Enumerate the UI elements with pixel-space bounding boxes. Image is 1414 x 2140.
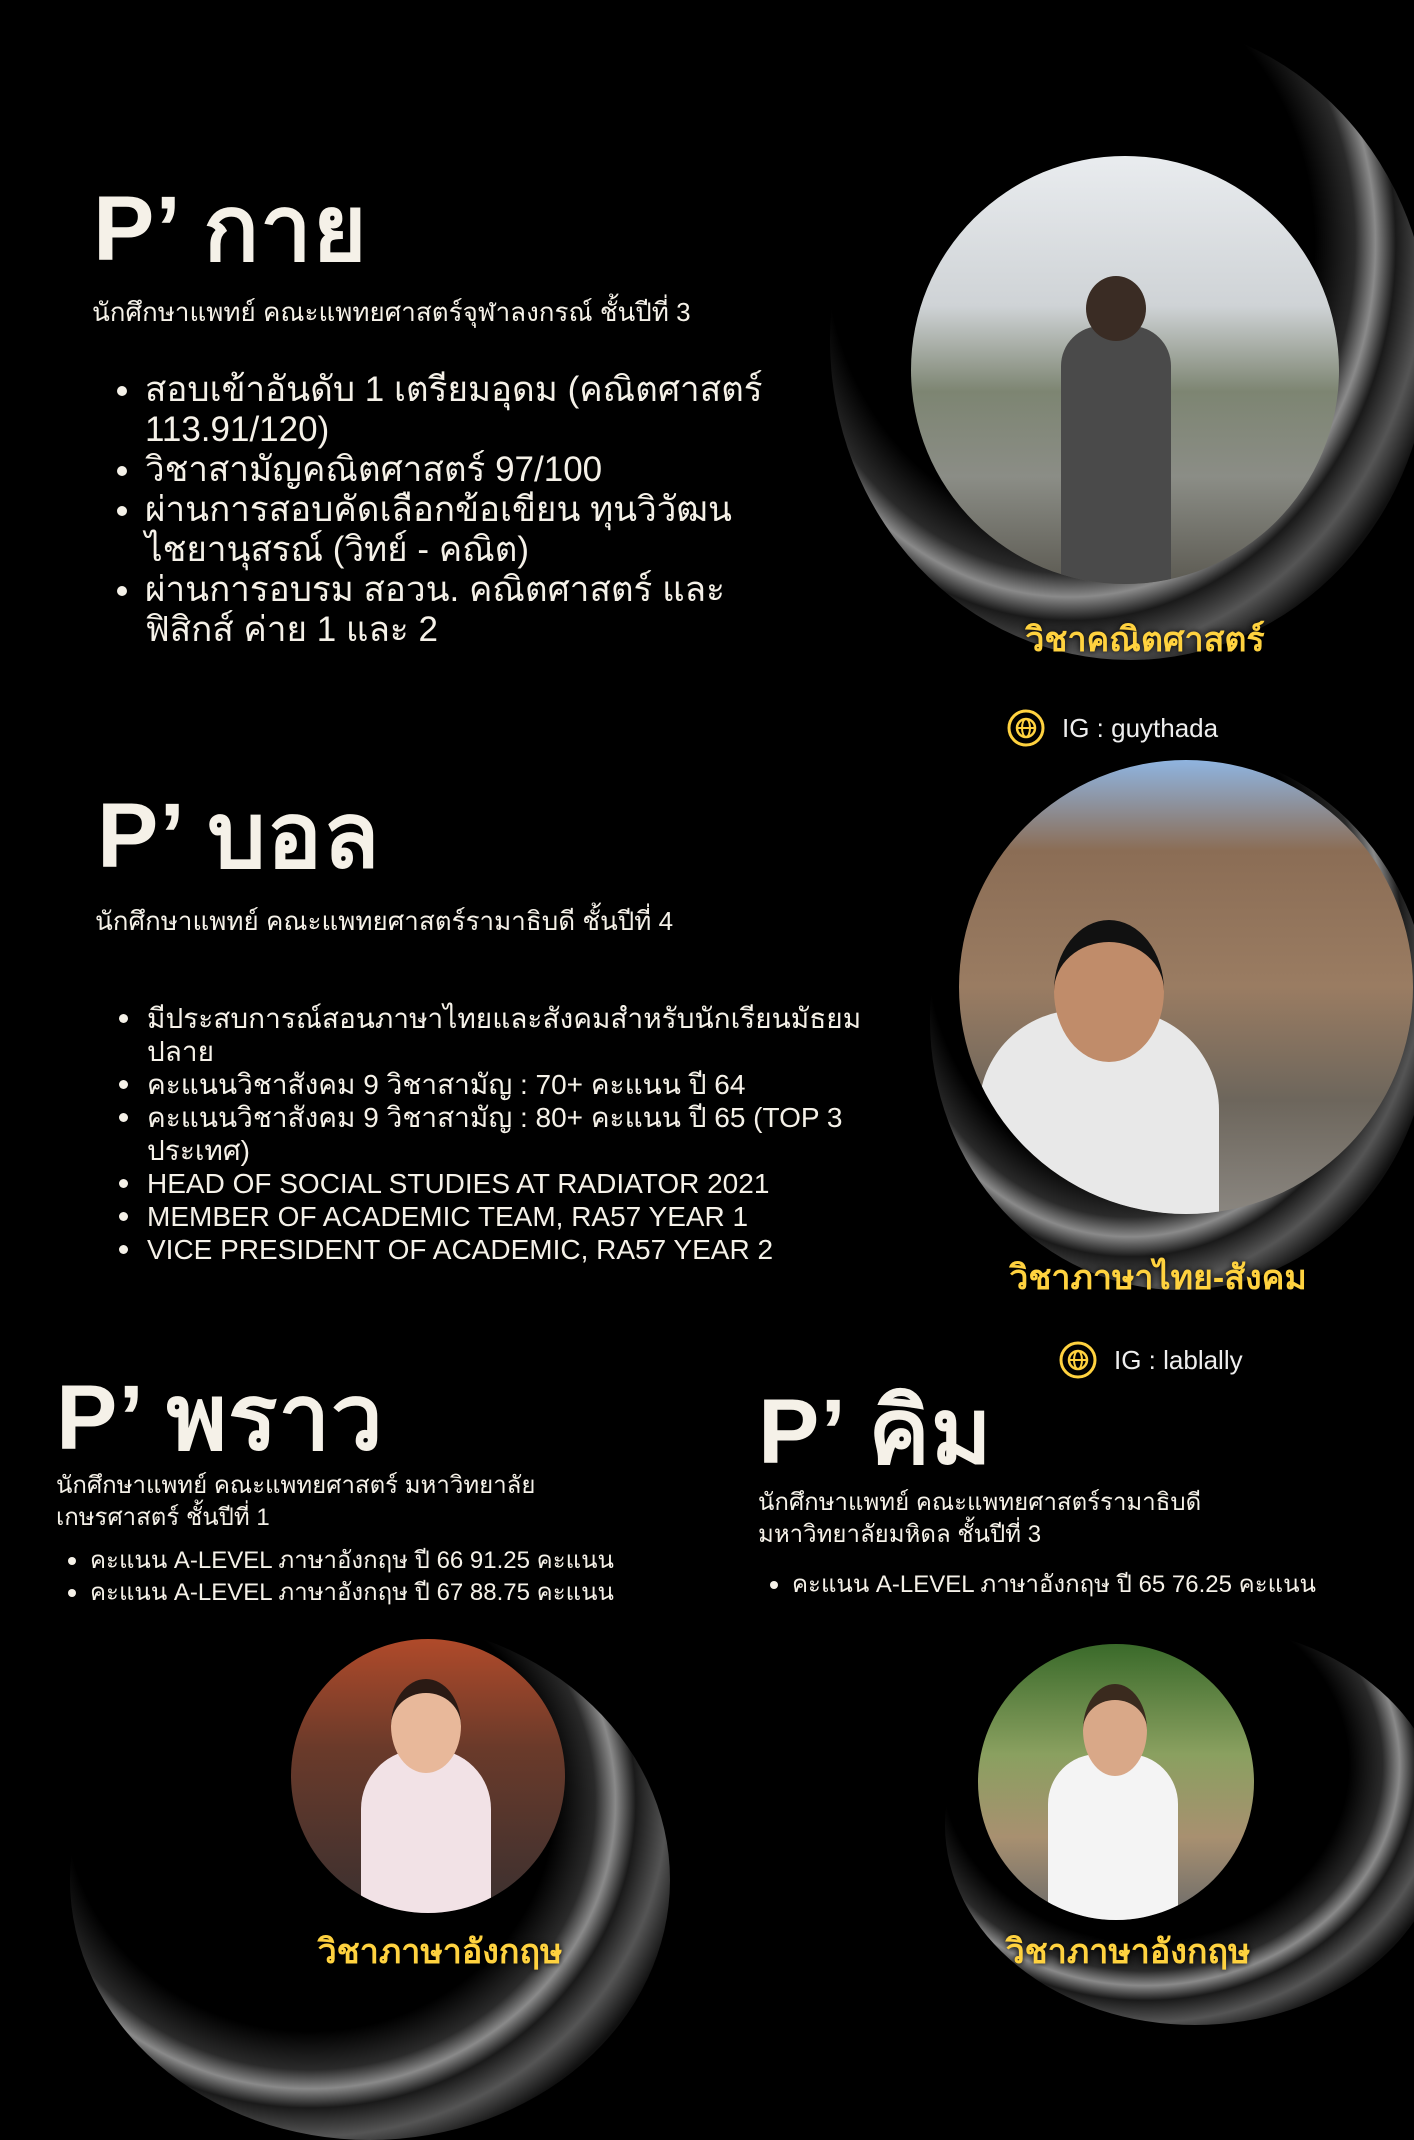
achievement-item: คะแนนวิชาสังคม 9 วิชาสามัญ : 80+ คะแนน ปี 65 (TOP 3 ประเทศ) <box>115 1101 875 1167</box>
ig-text: IG : guythada <box>1062 712 1219 743</box>
achievement-item: HEAD OF SOCIAL STUDIES AT RADIATOR 2021 <box>115 1167 875 1200</box>
tutor-photo-guy <box>911 156 1339 584</box>
tutor-description: นักศึกษาแพทย์ คณะแพทยศาสตร์จุฬาลงกรณ์ ชั้นปีที่ 3 <box>92 297 691 327</box>
person-silhouette <box>361 1749 491 1913</box>
achievement-item: มีประสบการณ์สอนภาษาไทยและสังคมสำหรับนักเรียนมัธยมปลาย <box>115 1002 875 1068</box>
globe-icon <box>1058 1340 1098 1380</box>
tutor-name: P’ บอล <box>97 785 381 887</box>
tutor-name: P’ กาย <box>93 178 368 280</box>
instagram-handle[interactable] <box>1058 1338 1251 1382</box>
person-head <box>1054 920 1164 1062</box>
achievement-list <box>113 370 803 650</box>
tutor-name: P’ พราว <box>56 1367 384 1469</box>
achievement-list <box>64 1545 614 1609</box>
achievement-item: คะแนน A-LEVEL ภาษาอังกฤษ ปี 65 76.25 คะแนน <box>766 1569 1316 1601</box>
person-head <box>1083 1684 1147 1776</box>
achievement-item: MEMBER OF ACADEMIC TEAM, RA57 YEAR 1 <box>115 1200 875 1233</box>
achievement-item: คะแนน A-LEVEL ภาษาอังกฤษ ปี 66 91.25 คะแนน <box>64 1545 614 1577</box>
instagram-handle[interactable] <box>1006 706 1226 750</box>
person-silhouette <box>1061 326 1171 584</box>
achievement-item: คะแนนวิชาสังคม 9 วิชาสามัญ : 70+ คะแนน ปี 64 <box>115 1068 875 1101</box>
tutor-description: นักศึกษาแพทย์ คณะแพทยศาสตร์รามาธิบดี ชั้นปีที่ 4 <box>95 906 674 936</box>
achievement-item: ผ่านการสอบคัดเลือกข้อเขียน ทุนวิวัฒนไชยานุสรณ์ (วิทย์ - คณิต) <box>113 490 803 570</box>
subject-label: วิชาคณิตศาสตร์ <box>1025 621 1265 659</box>
description-line: เกษรศาสตร์ ชั้นปีที่ 1 <box>56 1504 270 1531</box>
subject-label: วิชาภาษาไทย-สังคม <box>1009 1259 1307 1297</box>
tutor-name: P’ คิม <box>758 1381 993 1483</box>
achievement-list <box>766 1569 1316 1601</box>
achievement-item: คะแนน A-LEVEL ภาษาอังกฤษ ปี 67 88.75 คะแนน <box>64 1577 614 1609</box>
person-head <box>1086 276 1146 341</box>
description-line: นักศึกษาแพทย์ คณะแพทยศาสตร์รามาธิบดี <box>758 1489 1202 1516</box>
person-silhouette <box>1048 1754 1178 1920</box>
description-line: มหาวิทยาลัยมหิดล ชั้นปีที่ 3 <box>758 1521 1042 1548</box>
achievement-item: ผ่านการอบรม สอวน. คณิตศาสตร์ และฟิสิกส์ ค่าย 1 และ 2 <box>113 570 803 650</box>
tutor-description <box>56 1470 535 1534</box>
achievement-list <box>115 1002 875 1266</box>
tutor-description <box>758 1487 1201 1551</box>
achievement-item: VICE PRESIDENT OF ACADEMIC, RA57 YEAR 2 <box>115 1233 875 1266</box>
subject-label: วิชาภาษาอังกฤษ <box>317 1933 563 1971</box>
person-head <box>391 1679 461 1773</box>
subject-label: วิชาภาษาอังกฤษ <box>1005 1933 1251 1971</box>
tutor-photo-ball <box>959 760 1413 1214</box>
ig-text: IG : lablally <box>1114 1344 1243 1375</box>
description-line: นักศึกษาแพทย์ คณะแพทยศาสตร์ มหาวิทยาลัย <box>56 1472 536 1499</box>
tutor-photo-kim <box>978 1644 1254 1920</box>
tutor-photo-praw <box>291 1639 565 1913</box>
achievement-item: วิชาสามัญคณิตศาสตร์ 97/100 <box>113 450 803 490</box>
globe-icon <box>1006 708 1046 748</box>
achievement-item: สอบเข้าอันดับ 1 เตรียมอุดม (คณิตศาสตร์ 113.91/120) <box>113 370 803 450</box>
